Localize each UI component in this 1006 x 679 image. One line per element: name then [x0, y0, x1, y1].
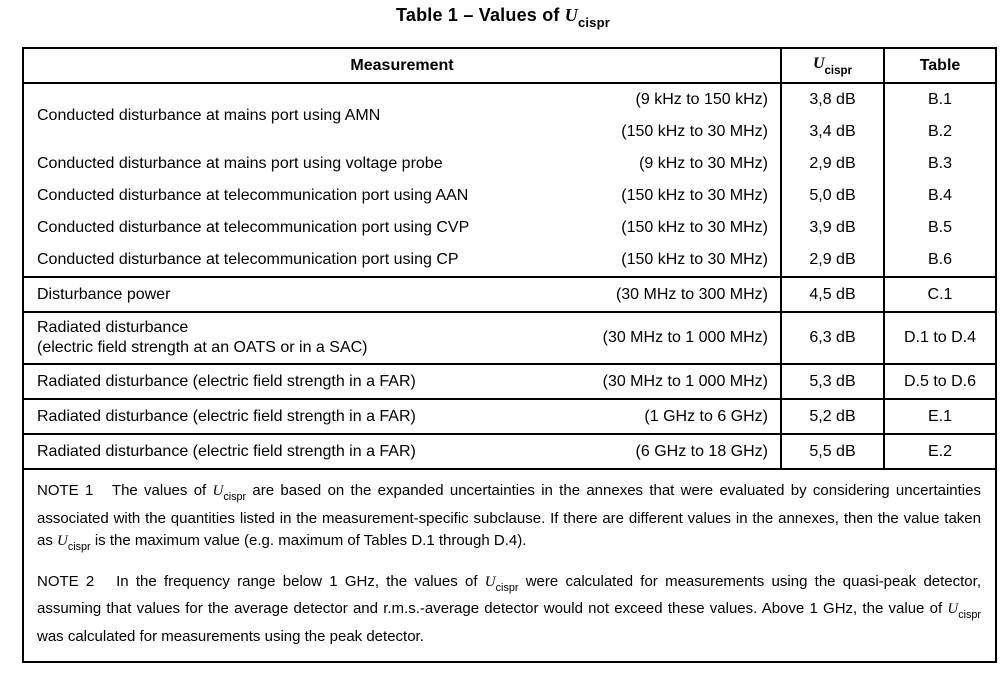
value-cell: 4,5 dB [781, 277, 884, 312]
values-table [22, 47, 997, 663]
value-cell: 3,8 dB [781, 83, 884, 116]
table-row [23, 244, 996, 277]
measurement-cell: Radiated disturbance (electric field strength in a FAR) [23, 434, 543, 469]
table-ref-cell: B.3 [884, 148, 996, 180]
table-row [23, 399, 996, 434]
measurement-cell: Radiated disturbance (electric field strength in a FAR) [23, 399, 543, 434]
value-cell: 2,9 dB [781, 244, 884, 277]
table-ref-cell: B.1 [884, 83, 996, 116]
column-header-ucispr [781, 48, 884, 83]
frequency-cell: (150 kHz to 30 MHz) [621, 219, 768, 236]
frequency-cell: (150 kHz to 30 MHz) [621, 123, 768, 140]
ucispr-symbol: U [564, 5, 578, 25]
measurement-cell: Radiated disturbance (electric field strength in a FAR) [23, 364, 543, 399]
table-ref-cell: D.5 to D.6 [884, 364, 996, 399]
value-cell: 5,3 dB [781, 364, 884, 399]
ucispr-symbol: U [812, 55, 825, 73]
ucispr-symbol: U [484, 573, 496, 590]
measurement-line-1: Radiated disturbance [37, 319, 189, 336]
frequency-cell: (30 MHz to 1 000 MHz) [543, 364, 781, 399]
table-ref-cell: B.6 [884, 244, 996, 277]
table-row [23, 83, 996, 116]
value-cell: 5,2 dB [781, 399, 884, 434]
table-ref-cell: B.2 [884, 116, 996, 148]
value-cell: 3,4 dB [781, 116, 884, 148]
value-cell: 6,3 dB [781, 312, 884, 364]
measurement-cell: Conducted disturbance at mains port using voltage probe [37, 155, 443, 172]
ucispr-subscript: cispr [958, 609, 981, 622]
ucispr-subscript: cispr [495, 581, 519, 594]
table-row [23, 312, 996, 364]
frequency-cell: (150 kHz to 30 MHz) [621, 187, 768, 204]
table-ref-cell: B.4 [884, 180, 996, 212]
table-row [23, 434, 996, 469]
measurement-cell: Conducted disturbance at telecommunication port using AAN [37, 187, 469, 204]
frequency-cell: (30 MHz to 300 MHz) [543, 277, 781, 312]
table-ref-cell: E.1 [884, 399, 996, 434]
ucispr-symbol: U [947, 601, 959, 617]
measurement-line-2: (electric field strength at an OATS or in a SAC) [37, 339, 368, 356]
page-title [0, 5, 1006, 29]
measurement-cell: Disturbance power [23, 277, 543, 312]
ucispr-subscript: cispr [223, 491, 247, 504]
table-ref-cell: E.2 [884, 434, 996, 469]
note-2: NOTE 2 In the frequency range below 1 GHz, the values of $U_{cispr}$ were calculated for measurements using the quasi-peak detector, assuming that values for the average detector and r.m.s.-average detector would not exceed these values. Above 1 GHz, the value of $U_{cispr}$ was calculated for measurements using the peak detector. [37, 572, 981, 645]
table-row [23, 180, 996, 212]
table-row [23, 148, 996, 180]
table-ref-cell: C.1 [884, 277, 996, 312]
table-row [23, 277, 996, 312]
value-cell: 5,0 dB [781, 180, 884, 212]
column-header-table: Table [884, 48, 996, 83]
notes-section [23, 469, 996, 662]
value-cell: 3,9 dB [781, 212, 884, 244]
frequency-cell: (150 kHz to 30 MHz) [621, 251, 768, 268]
frequency-cell: (1 GHz to 6 GHz) [543, 399, 781, 434]
measurement-cell [23, 312, 543, 364]
column-header-measurement: Measurement [23, 48, 781, 83]
ucispr-symbol: U [57, 533, 68, 549]
frequency-cell: (9 kHz to 150 kHz) [635, 91, 768, 108]
measurement-cell: Conducted disturbance at telecommunication port using CVP [37, 219, 470, 236]
table-row [23, 364, 996, 399]
table-ref-cell: D.1 to D.4 [884, 312, 996, 364]
ucispr-symbol: U [212, 483, 224, 499]
notes-row [23, 469, 996, 662]
value-cell: 2,9 dB [781, 148, 884, 180]
note-1: NOTE 1 The values of $U_{cispr}$ are based on the expanded uncertainties in the annexes that were evaluated by considering uncertainties associated with the quantities listed in the measurement-specific subclause. If there are different values in the annexes, then the value taken as $U_{cispr}$ is the maximum value (e.g. maximum of Tables D.1 through D.4). [37, 482, 981, 554]
ucispr-subscript: cispr [67, 541, 91, 554]
value-cell: 5,5 dB [781, 434, 884, 469]
frequency-cell: (9 kHz to 30 MHz) [639, 155, 768, 172]
ucispr-subscript: cispr [824, 64, 853, 77]
page-title-text: Table 1 – Values of [396, 5, 565, 25]
table-row [23, 212, 996, 244]
measurement-cell: Conducted disturbance at mains port using AMN [37, 107, 381, 124]
header-row [23, 48, 996, 83]
frequency-cell: (30 MHz to 1 000 MHz) [543, 312, 781, 364]
ucispr-subscript: cispr [577, 15, 610, 31]
frequency-cell: (6 GHz to 18 GHz) [543, 434, 781, 469]
measurement-cell: Conducted disturbance at telecommunication port using CP [37, 251, 459, 268]
table-ref-cell: B.5 [884, 212, 996, 244]
